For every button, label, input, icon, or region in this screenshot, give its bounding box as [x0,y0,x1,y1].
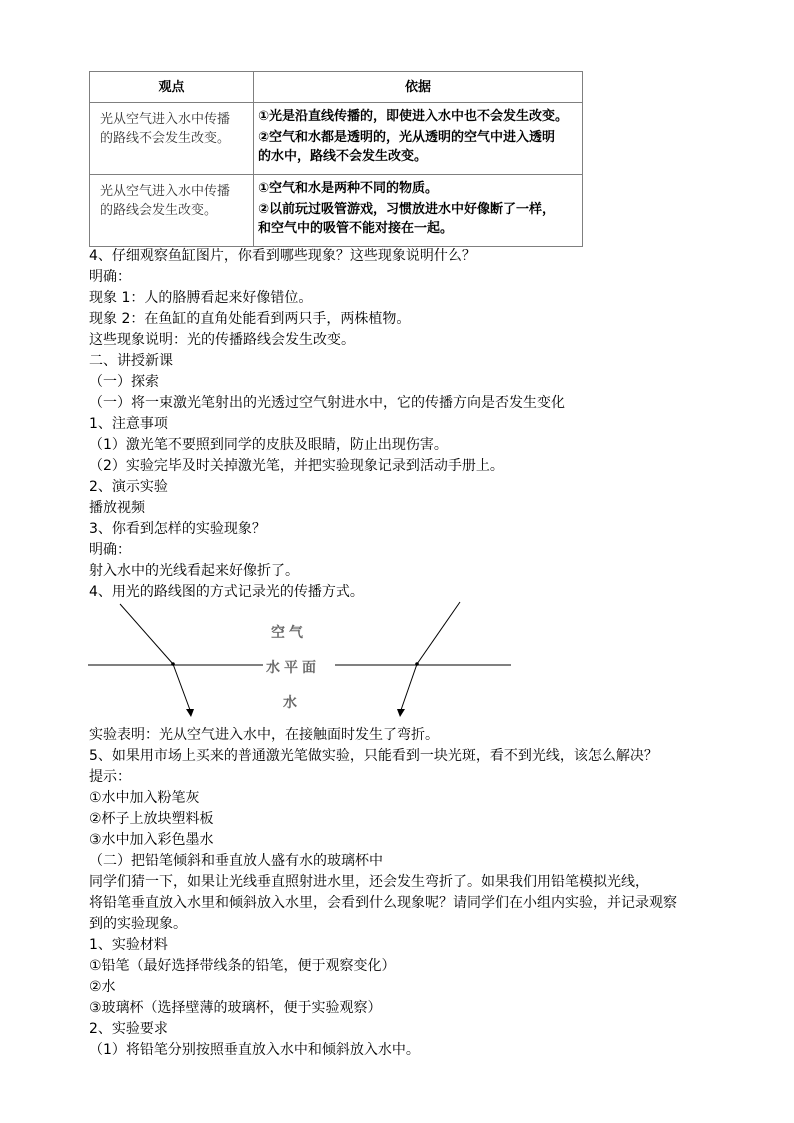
basis-text-line: 的水中，路线不会发生改变。 [258,149,428,164]
text-block-a [89,246,565,603]
basis-text-line: ①空气和水是两种不同的物质。 [258,181,439,196]
text-line: （2）实验完毕及时关掉激光笔，并把实验现象记录到活动手册上。 [89,458,504,474]
text-line: （一）将一束激光笔射出的光透过空气射进水中，它的传播方向是否发生变化 [89,395,565,411]
text-line: 这些现象说明：光的传播路线会发生改变。 [89,332,355,348]
text-line: 提示： [89,769,131,785]
view-text-line: 的路线会发生改变。 [100,203,218,218]
label-water-surface: 水平面 [266,660,320,676]
text-line: 射入水中的光线看起来好像折了。 [89,563,299,579]
text-line: 4、仔细观察鱼缸图片，你看到哪些现象？这些现象说明什么？ [89,248,476,264]
incident-ray-right [417,602,460,664]
view-text-line: 光从空气进入水中传播 [100,184,231,199]
text-line: ②杯子上放块塑料板 [89,811,214,827]
refraction-diagram [85,596,525,726]
table-header-row [90,72,583,103]
text-line: 明确： [89,542,131,558]
text-line: 实验表明：光从空气进入水中，在接触面时发生了弯折。 [89,727,439,743]
text-line: ②水 [89,979,116,995]
arrowhead-right [397,709,405,717]
text-line: 播放视频 [89,500,145,516]
text-line: （一）探索 [89,374,159,390]
text-line: 现象 2：在鱼缸的直角处能看到两只手，两株植物。 [89,311,411,327]
view-text-line: 的路线不会发生改变。 [100,131,231,146]
basis-text-line: ①光是沿直线传播的，即使进入水中也不会发生改变。 [258,109,569,124]
text-line: ③水中加入彩色墨水 [89,832,214,848]
text-line: 5、如果用市场上买来的普通激光笔做实验，只能看到一块光斑，看不到光线，该怎么解决？ [89,748,658,764]
text-line: 2、实验要求 [89,1021,168,1037]
text-line: 1、注意事项 [89,416,168,432]
text-line: （二）把铅笔倾斜和垂直放人盛有水的玻璃杯中 [89,853,383,869]
viewpoint-table [89,71,583,247]
incidence-point-right [415,662,419,666]
incident-ray-left [120,604,173,664]
text-line: ③玻璃杯（选择壁薄的玻璃杯，便于实验观察） [89,1000,382,1016]
basis-text-line: ②空气和水都是透明的，光从透明的空气中进入透明 [258,130,556,145]
table-row [90,175,583,247]
basis-item [258,179,578,198]
basis-text-line: 和空气中的吸管不能对接在一起。 [258,221,454,236]
text-line: （1）将铅笔分别按照垂直放入水中和倾斜放入水中。 [89,1042,420,1058]
section-heading: 二、讲授新课 [89,353,173,369]
basis-item [258,128,578,166]
basis-item [258,107,578,126]
paragraph-line: 到的实验现象。 [89,916,187,932]
refracted-ray-left [173,664,190,710]
table-row [90,103,583,175]
label-air: 空气 [271,625,307,641]
table-header-view: 观点 [90,72,254,103]
arrowhead-left [186,709,194,717]
basis-text-line: ②以前玩过吸管游戏，习惯放进水中好像断了一样， [258,202,556,217]
text-line: 4、用光的路线图的方式记录光的传播方式。 [89,584,364,600]
text-line: 3、你看到怎样的实验现象？ [89,521,266,537]
text-line: （1）激光笔不要照到同学的皮肤及眼睛，防止出现伤害。 [89,437,448,453]
view-text-line: 光从空气进入水中传播 [100,112,231,127]
view-cell [90,175,254,247]
paragraph-line: 将铅笔垂直放入水里和倾斜放入水里，会看到什么现象呢？请同学们在小组内实验，并记录观察 [89,895,677,911]
paragraph-line: 同学们猜一下，如果让光线垂直照射进水里，还会发生弯折了。如果我们用铅笔模拟光线， [89,874,649,890]
text-line: 2、演示实验 [89,479,168,495]
text-block-b [89,725,677,1061]
basis-cell [254,103,583,175]
basis-item [258,200,578,238]
table-header-basis: 依据 [254,72,583,103]
incidence-point-left [171,662,175,666]
text-line: 明确： [89,269,131,285]
text-line: 1、实验材料 [89,937,168,953]
view-cell [90,103,254,175]
refracted-ray-right [401,664,417,710]
text-line: ①铅笔（最好选择带线条的铅笔，便于观察变化） [89,958,396,974]
text-line: 现象 1：人的胳膊看起来好像错位。 [89,290,313,306]
text-line: ①水中加入粉笔灰 [89,790,200,806]
label-water: 水 [283,695,301,711]
basis-cell [254,175,583,247]
